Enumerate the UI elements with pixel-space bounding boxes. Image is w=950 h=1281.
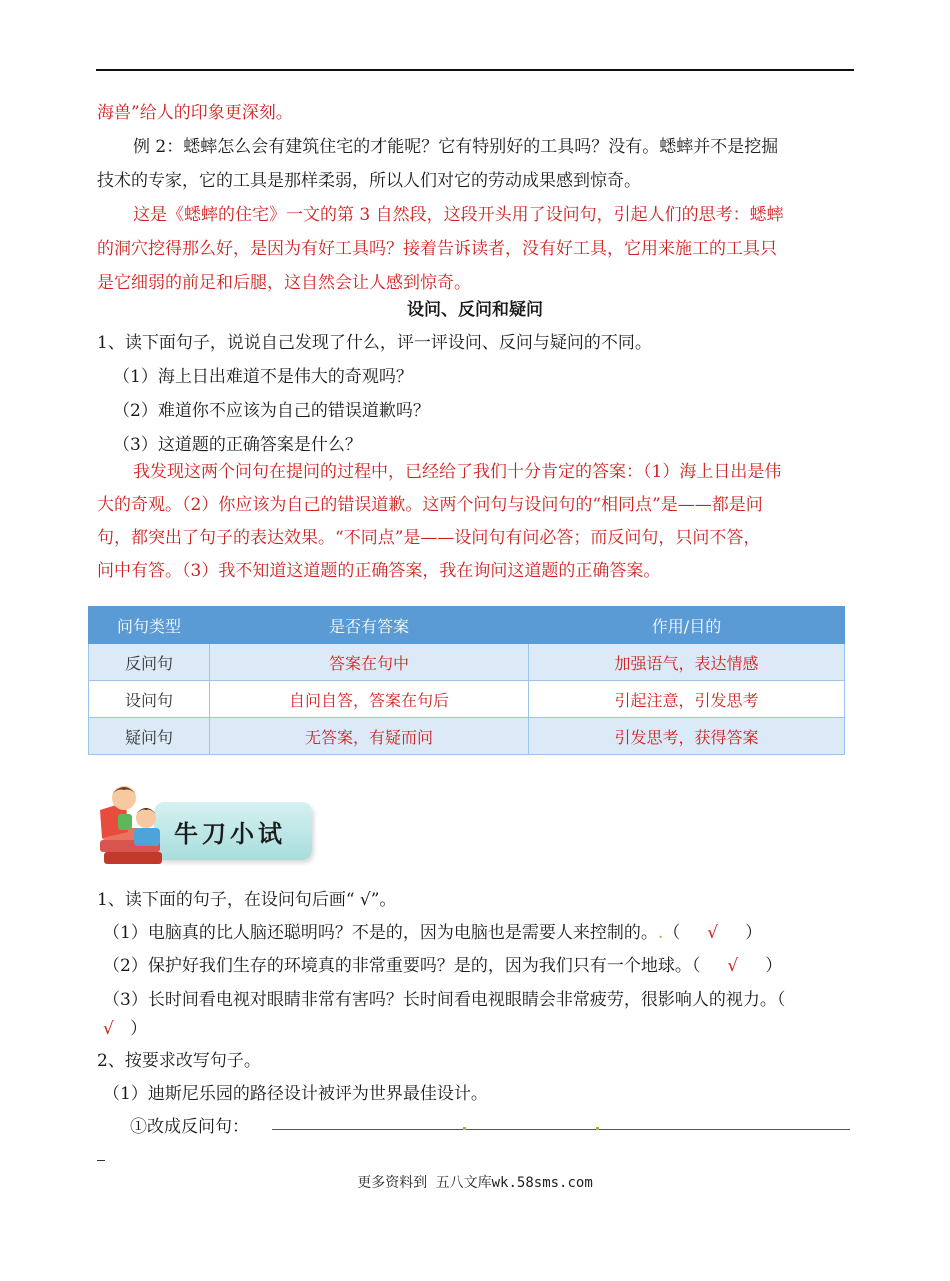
exercise-item-3-answer (103, 1012, 147, 1046)
exercise-item-3: （3）长时间看电视对眼睛非常有害吗？长时间看电视眼睛会非常疲劳，很影响人的视力。（ (103, 990, 786, 1010)
analysis-line-3: 是它细弱的前足和后腿，这自然会让人感到惊奇。 (97, 273, 471, 293)
example-2-line-2: 技术的专家，它的工具是那样柔弱，所以人们对它的劳动成果感到惊奇。 (97, 171, 641, 191)
continuation-line: 海兽”给人的印象更深刻。 (97, 103, 293, 123)
exercise-question-1: 1、读下面的句子，在设问句后画“ √”。 (97, 890, 397, 910)
cell-answer: 答案在句中 (210, 644, 529, 681)
section-title: 设问、反问和疑问 (407, 300, 543, 320)
answer-blank[interactable] (272, 1129, 850, 1130)
table-row (89, 681, 845, 718)
exercise-question-2: 2、按要求改写句子。 (97, 1051, 261, 1071)
answer-line-4: 问中有答。（3）我不知道这道题的正确答案，我在询问这道题的正确答案。 (97, 561, 661, 581)
cell-type: 反问句 (89, 644, 210, 681)
paren-close: ） (130, 1019, 148, 1039)
sentence-3: （3）这道题的正确答案是什么？ (113, 435, 362, 455)
table-header-row (89, 607, 845, 644)
cell-answer: 自问自答，答案在句后 (210, 681, 529, 718)
footer-source: 更多资料到 五八文库wk.58sms.com (357, 1175, 593, 1191)
example-2-line-1: 例 2：蟋蟀怎么会有建筑住宅的才能呢？它有特别好的工具吗？没有。蟋蟀并不是挖掘 (133, 137, 779, 157)
exercise-item-2-text: （2）保护好我们生存的环境真的非常重要吗？是的，因为我们只有一个地球。（ (103, 956, 701, 976)
exercise-item-1: （1）电脑真的比人脑还聪明吗？不是的，因为电脑也是需要人来控制的。.（ √ ） (103, 923, 763, 943)
sentence-2: （2）难道你不应该为自己的错误道歉吗？ (113, 401, 430, 421)
answer-line-1: 我发现这两个问句在提问的过程中，已经给了我们十分肯定的答案：（1）海上日出是伟 (133, 462, 782, 482)
question-type-table (88, 606, 845, 755)
check-mark: √ (707, 923, 719, 943)
check-mark: √ (727, 956, 739, 976)
stray-mark (463, 1127, 466, 1130)
cell-purpose: 引起注意，引发思考 (529, 681, 845, 718)
kids-reading-icon (96, 780, 176, 870)
exercise-item-1-text: （1）电脑真的比人脑还聪明吗？不是的，因为电脑也是需要人来控制的。 (103, 923, 658, 943)
answer-line-2: 大的奇观。（2）你应该为自己的错误道歉。这两个问句与设问句的“相同点”是——都是问 (97, 495, 763, 515)
paren-close: ） (765, 956, 783, 976)
paren-close: ） (745, 923, 763, 943)
cell-purpose: 加强语气，表达情感 (529, 644, 845, 681)
answer-line-3: 句，都突出了句子的表达效果。“不同点”是——设问句有问必答；而反问句，只问不答， (97, 528, 761, 548)
question-1: 1、读下面句子，说说自己发现了什么，评一评设问、反问与疑问的不同。 (97, 333, 652, 353)
exercise-item-2 (103, 949, 782, 983)
table-row (89, 644, 845, 681)
analysis-line-1: 这是《蟋蟀的住宅》一文的第 3 自然段，这段开头用了设问句，引起人们的思考：蟋蟀 (133, 205, 784, 225)
practice-badge (96, 780, 316, 870)
table-header-purpose: 作用/目的 (529, 607, 845, 644)
rewrite-prompt: ①改成反问句： (130, 1117, 249, 1137)
table-header-answer: 是否有答案 (210, 607, 529, 644)
cell-answer: 无答案，有疑而问 (210, 718, 529, 755)
table-header-type: 问句类型 (89, 607, 210, 644)
stray-mark (596, 1127, 599, 1130)
paren-open: （ (663, 923, 681, 943)
cell-type: 疑问句 (89, 718, 210, 755)
analysis-line-2: 的洞穴挖得那么好，是因为有好工具吗？接着告诉读者，没有好工具，它用来施工的工具只 (97, 239, 777, 259)
cell-purpose: 引发思考，获得答案 (529, 718, 845, 755)
exercise-2-sentence-1: （1）迪斯尼乐园的路径设计被评为世界最佳设计。 (103, 1084, 488, 1104)
sentence-1: （1）海上日出难道不是伟大的奇观吗？ (113, 367, 413, 387)
check-mark: √ (103, 1019, 114, 1039)
header-rule (96, 69, 854, 71)
badge-label: 牛刀小试 (174, 820, 286, 848)
table-row (89, 718, 845, 755)
cell-type: 设问句 (89, 681, 210, 718)
line-stub (97, 1160, 105, 1161)
